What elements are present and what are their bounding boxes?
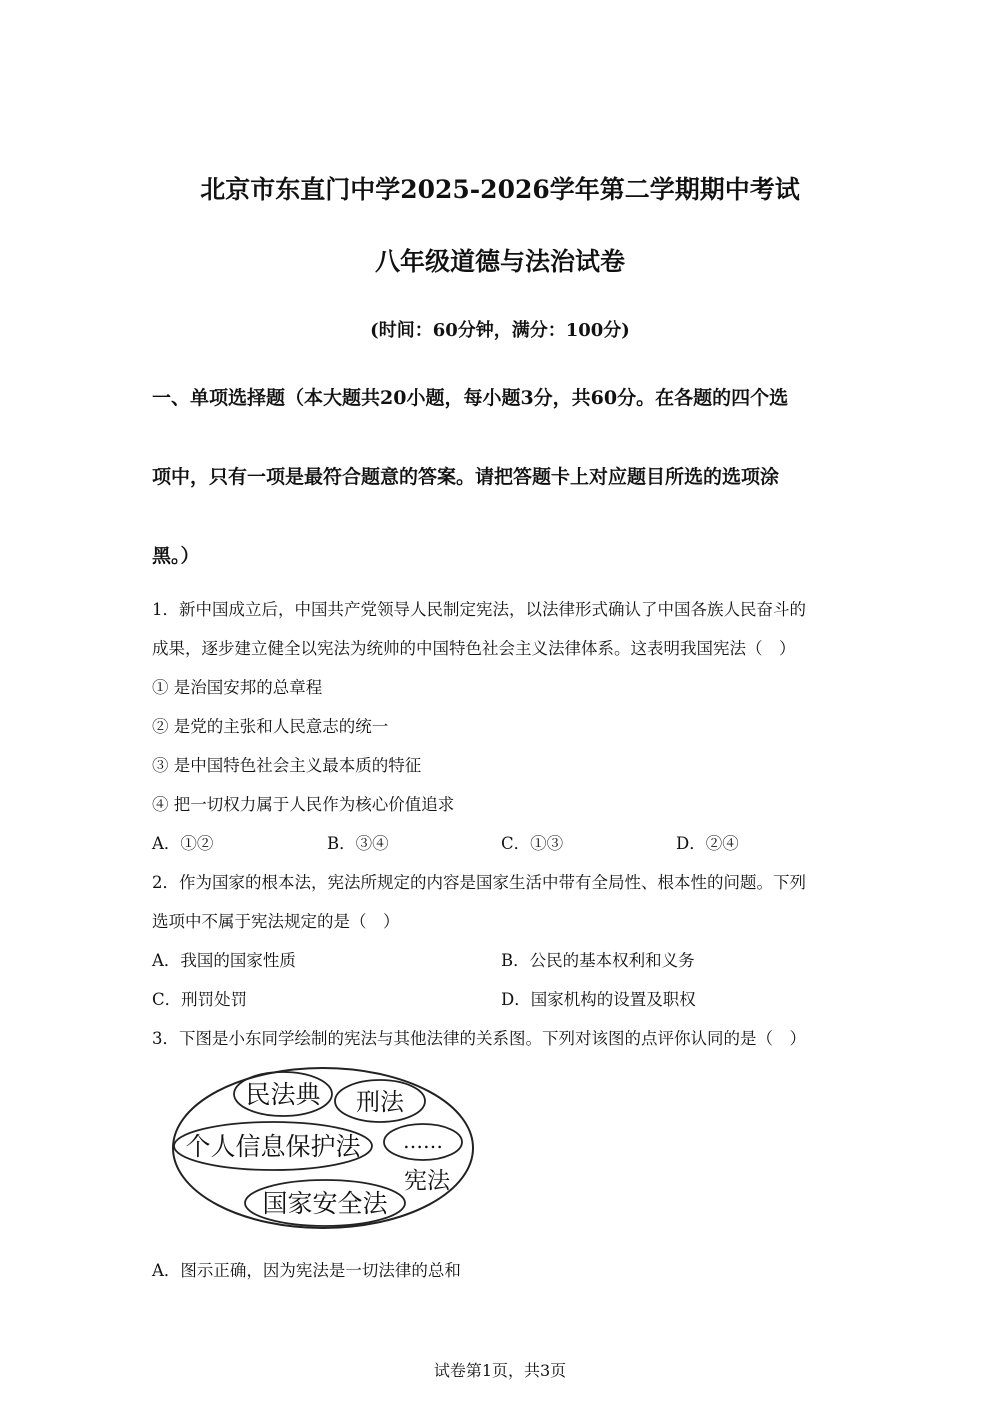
q1-option-b: B．③④ [327, 834, 389, 853]
personal-info-law-label: 个人信息保护法 [185, 1132, 361, 1161]
q2-option-a: A．我国的国家性质 [152, 951, 296, 970]
q1-statement-1: ① 是治国安邦的总章程 [152, 678, 323, 697]
q1-statement-4: ④ 把一切权力属于人民作为核心价值追求 [152, 795, 455, 814]
q2-stem-line2: 选项中不属于宪法规定的是（ ） [152, 912, 400, 931]
q1-statement-3: ③ 是中国特色社会主义最本质的特征 [152, 756, 422, 775]
constitution-label: 宪法 [404, 1168, 450, 1194]
section-heading-line3: 黑。） [152, 545, 200, 567]
q2-option-b: B．公民的基本权利和义务 [501, 951, 695, 970]
q3-option-a: A．图示正确，因为宪法是一切法律的总和 [152, 1261, 461, 1280]
q1-statement-2: ② 是党的主张和人民意志的统一 [152, 717, 389, 736]
q3-stem-line1: 3．下图是小东同学绘制的宪法与其他法律的关系图。下列对该图的点评你认同的是（ ） [152, 1029, 806, 1048]
q1-option-a: A．①② [152, 834, 214, 853]
q2-stem-line1: 2．作为国家的根本法，宪法所规定的内容是国家生活中带有全局性、根本性的问题。下列 [152, 873, 806, 892]
q1-stem-line1: 1．新中国成立后，中国共产党领导人民制定宪法，以法律形式确认了中国各族人民奋斗的 [152, 600, 806, 619]
exam-title: 北京市东直门中学2025-2026学年第二学期期中考试 [200, 175, 800, 204]
q2-option-c: C．刑罚处罚 [152, 990, 248, 1009]
criminal-law-label: 刑法 [356, 1088, 404, 1116]
q1-option-c: C．①③ [501, 834, 564, 853]
q1-stem-line2: 成果，逐步建立健全以宪法为统帅的中国特色社会主义法律体系。这表明我国宪法（ ） [152, 639, 796, 658]
q1-option-d: D．②④ [676, 834, 739, 853]
ellipsis-label: …… [403, 1129, 443, 1153]
exam-time-info: (时间：60分钟，满分：100分) [370, 320, 630, 341]
exam-subtitle: 八年级道德与法治试卷 [374, 247, 625, 276]
section-heading-line2: 项中，只有一项是最符合题意的答案。请把答题卡上对应题目所选的选项涂 [152, 466, 780, 488]
civil-code-label: 民法典 [245, 1080, 321, 1109]
national-security-law-label: 国家安全法 [262, 1189, 388, 1218]
q2-option-d: D．国家机构的设置及职权 [501, 990, 696, 1009]
page-footer: 试卷第1页，共3页 [433, 1361, 567, 1380]
law-relationship-diagram [165, 1062, 485, 1237]
section-heading-line1: 一、单项选择题（本大题共20小题，每小题3分，共60分。在各题的四个选 [152, 387, 789, 409]
